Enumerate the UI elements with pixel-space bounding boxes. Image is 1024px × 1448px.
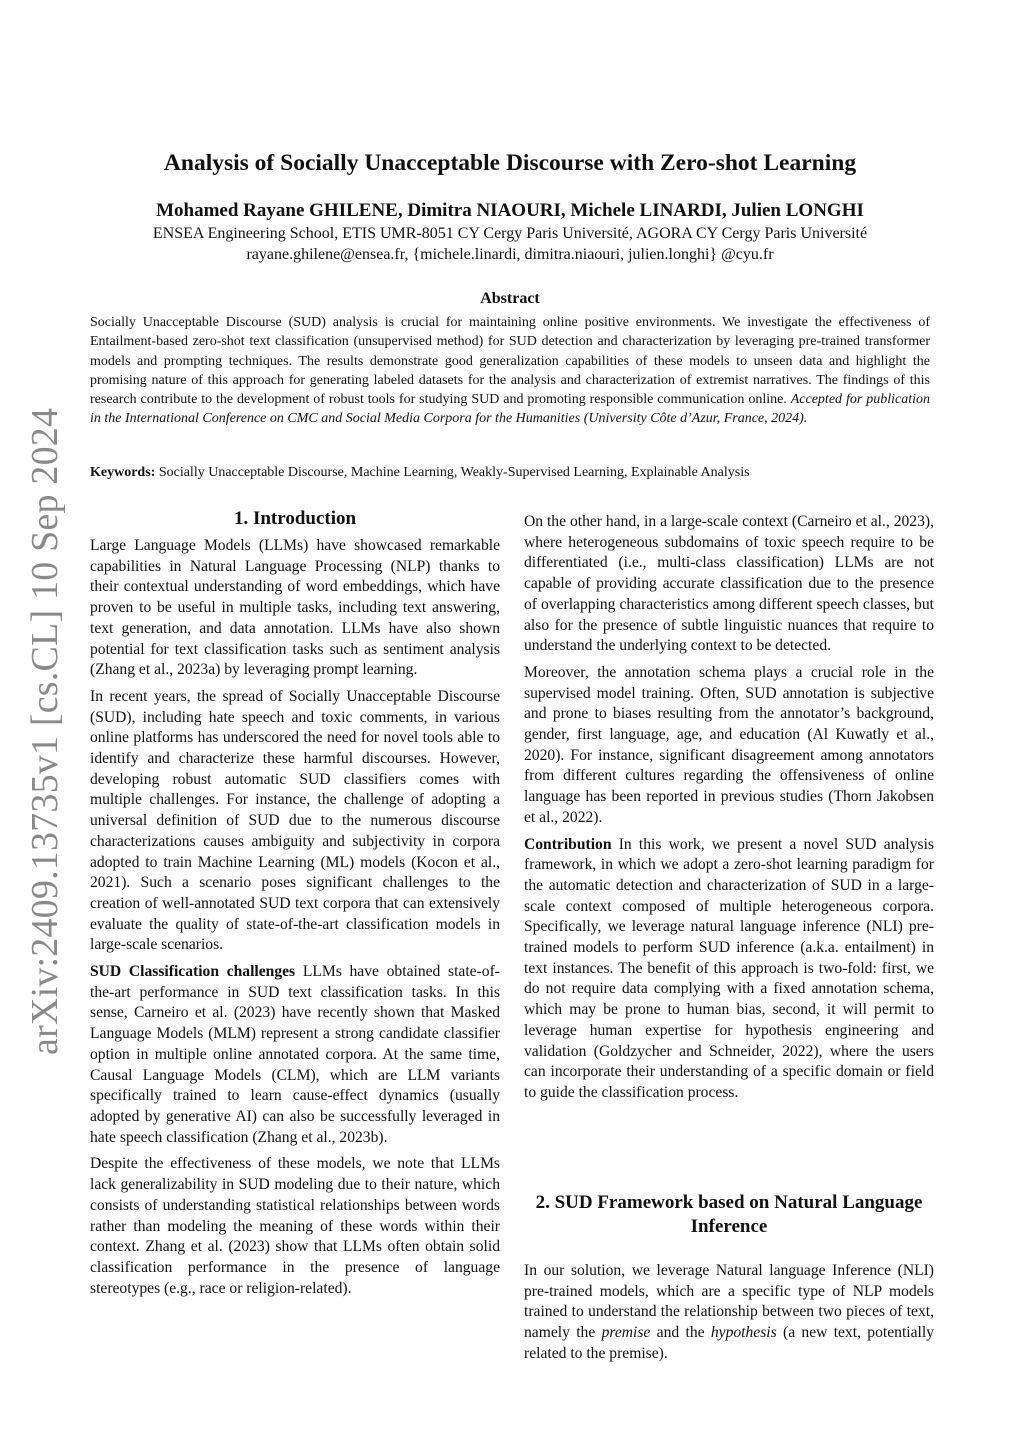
section-heading-sud-framework: 2. SUD Framework based on Natural Language Inference xyxy=(535,1192,923,1237)
paragraph: Despite the effectiveness of these models, we note that LLMs lack generalizability in SUD modeling due to their nature, which consists of understanding statistical relationships between words rather than modeling the meaning of these words within their context. Zhang et al. (2023) show that LLMs often obtain solid classification performance in the presence of language stereotypes (e.g., race or religion-related). xyxy=(90,1155,500,1297)
left-column xyxy=(90,536,500,1305)
term-premise: premise xyxy=(601,1324,651,1342)
arxiv-identifier: arXiv:2409.13735v1 [cs.CL] 10 Sep 2024 xyxy=(24,407,66,1055)
section-heading-introduction: 1. Introduction xyxy=(233,508,357,529)
affiliation: ENSEA Engineering School, ETIS UMR-8051 CY Cergy Paris Université, AGORA CY Cergy Paris Université xyxy=(152,225,868,242)
right-column-section2 xyxy=(524,1261,934,1371)
paragraph: Large Language Models (LLMs) have showcased remarkable capabilities in Natural Language Processing (NLP) thanks to their contextual understanding of word embeddings, which have proven to be useful in multiple tasks, including text answering, text generation, and data annotation. LLMs have also shown potential for text classification tasks such as sentiment analysis (Zhang et al., 2023a) by leveraging prompt learning. xyxy=(90,537,500,679)
author-list: Mohamed Rayane GHILENE, Dimitra NIAOURI, Michele LINARDI, Julien LONGHI xyxy=(156,200,864,221)
term-hypothesis: hypothesis xyxy=(710,1324,777,1342)
publication-note: Accepted for publication in the International Conference on CMC and Social Media Corpora for the Humanities (University Côte d’Azur, France, 2024). xyxy=(90,392,930,427)
paragraph-label: Contribution xyxy=(524,835,612,853)
keywords-label: Keywords: xyxy=(90,465,156,480)
keywords-text: Socially Unacceptable Discourse, Machine Learning, Weakly-Supervised Learning, Explainable Analysis xyxy=(155,465,750,480)
paragraph-label: SUD Classification challenges xyxy=(90,963,296,981)
abstract-heading: Abstract xyxy=(480,290,540,307)
paragraph: In our solution, we leverage Natural language Inference (NLI) pre-trained models, which are a specific type of NLP models trained to understand the relationship between two pieces of text, namely the premise and the hypothesis (a new text, potentially related to the premise). xyxy=(524,1262,934,1362)
affiliation-block xyxy=(100,223,920,265)
paragraph: Moreover, the annotation schema plays a crucial role in the supervised model training. Often, SUD annotation is subjective and prone to biases resulting from the annotator’s background, gender, first language, age, and education (Al Kuwatly et al., 2020). For instance, significant disagreement among annotators from different cultures regarding the offensiveness of online language has been reported in previous studies (Thorn Jakobsen et al., 2022). xyxy=(524,663,934,826)
paper-title: Analysis of Socially Unacceptable Discourse with Zero-shot Learning xyxy=(163,150,857,176)
author-emails: rayane.ghilene@ensea.fr, {michele.linardi, dimitra.niaouri, julien.longhi} @cyu.fr xyxy=(246,246,774,263)
abstract-text: Socially Unacceptable Discourse (SUD) analysis is crucial for maintaining online positive environments. We investigate the effectiveness of Entailment-based zero-shot text classification (unsupervised method) for SUD detection and characterization by leveraging pre-trained transformer models and prompting techniques. The results demonstrate good generalization capabilities of these models to unseen data and highlight the promising nature of this approach for generating labeled datasets for the analysis and characterization of extremist narratives. The findings of this research contribute to the development of robust tools for studying SUD and promoting responsible communication online. xyxy=(90,315,930,408)
right-column xyxy=(524,512,934,1110)
keywords xyxy=(90,463,930,482)
abstract-body xyxy=(90,313,930,429)
paragraph: In recent years, the spread of Socially Unacceptable Discourse (SUD), including hate speech and toxic comments, in various online platforms has underscored the need for novel tools able to identify and characterize these harmful discourses. However, developing robust automatic SUD classifiers comes with multiple challenges. For instance, the challenge of adopting a universal definition of SUD due to the numerous discourse characterizations causes ambiguity and subjectivity in corpora adopted to train Machine Learning (ML) models (Kocon et al., 2021). Such a scenario poses significant challenges to the creation of well-annotated SUD text corpora that can extensively evaluate the quality of state-of-the-art classification models in large-scale scenarios. xyxy=(90,687,500,954)
paragraph: On the other hand, in a large-scale context (Carneiro et al., 2023), where heterogeneous subdomains of toxic speech require to be differentiated (i.e., multi-class classification) LLMs are not capable of providing accurate classification due to the presence of overlapping characteristics among different speech classes, but also for the presence of subtle linguistic nuances that require to understand the underlying context to be detected. xyxy=(524,513,934,655)
paragraph: SUD Classification challenges LLMs have obtained state-of-the-art performance in SUD text classification tasks. In this sense, Carneiro et al. (2023) have recently shown that Masked Language Models (MLM) represent a strong candidate classifier option in multiple online annotated corpora. At the same time, Causal Language Models (CLM), which are LLM variants specifically trained to learn cause-effect dynamics (usually adopted by generative AI) can also be successfully leveraged in hate speech classification (Zhang et al., 2023b). xyxy=(90,963,500,1146)
paragraph: Contribution In this work, we present a novel SUD analysis framework, in which we adopt a zero-shot learning paradigm for the automatic detection and characterization of SUD in a large-scale context composed of multiple heterogeneous corpora. Specifically, we leverage natural language inference (NLI) pre-trained models to perform SUD inference (a.k.a. entailment) in text instances. The benefit of this approach is two-fold: first, we do not require data complying with a fixed annotation schema, which may be prone to human bias, second, it will permit to leverage human expertise for hypothesis engineering and validation (Goldzycher and Schneider, 2022), where the users can incorporate their understanding of a specific domain or field to guide the classification process. xyxy=(524,835,934,1101)
